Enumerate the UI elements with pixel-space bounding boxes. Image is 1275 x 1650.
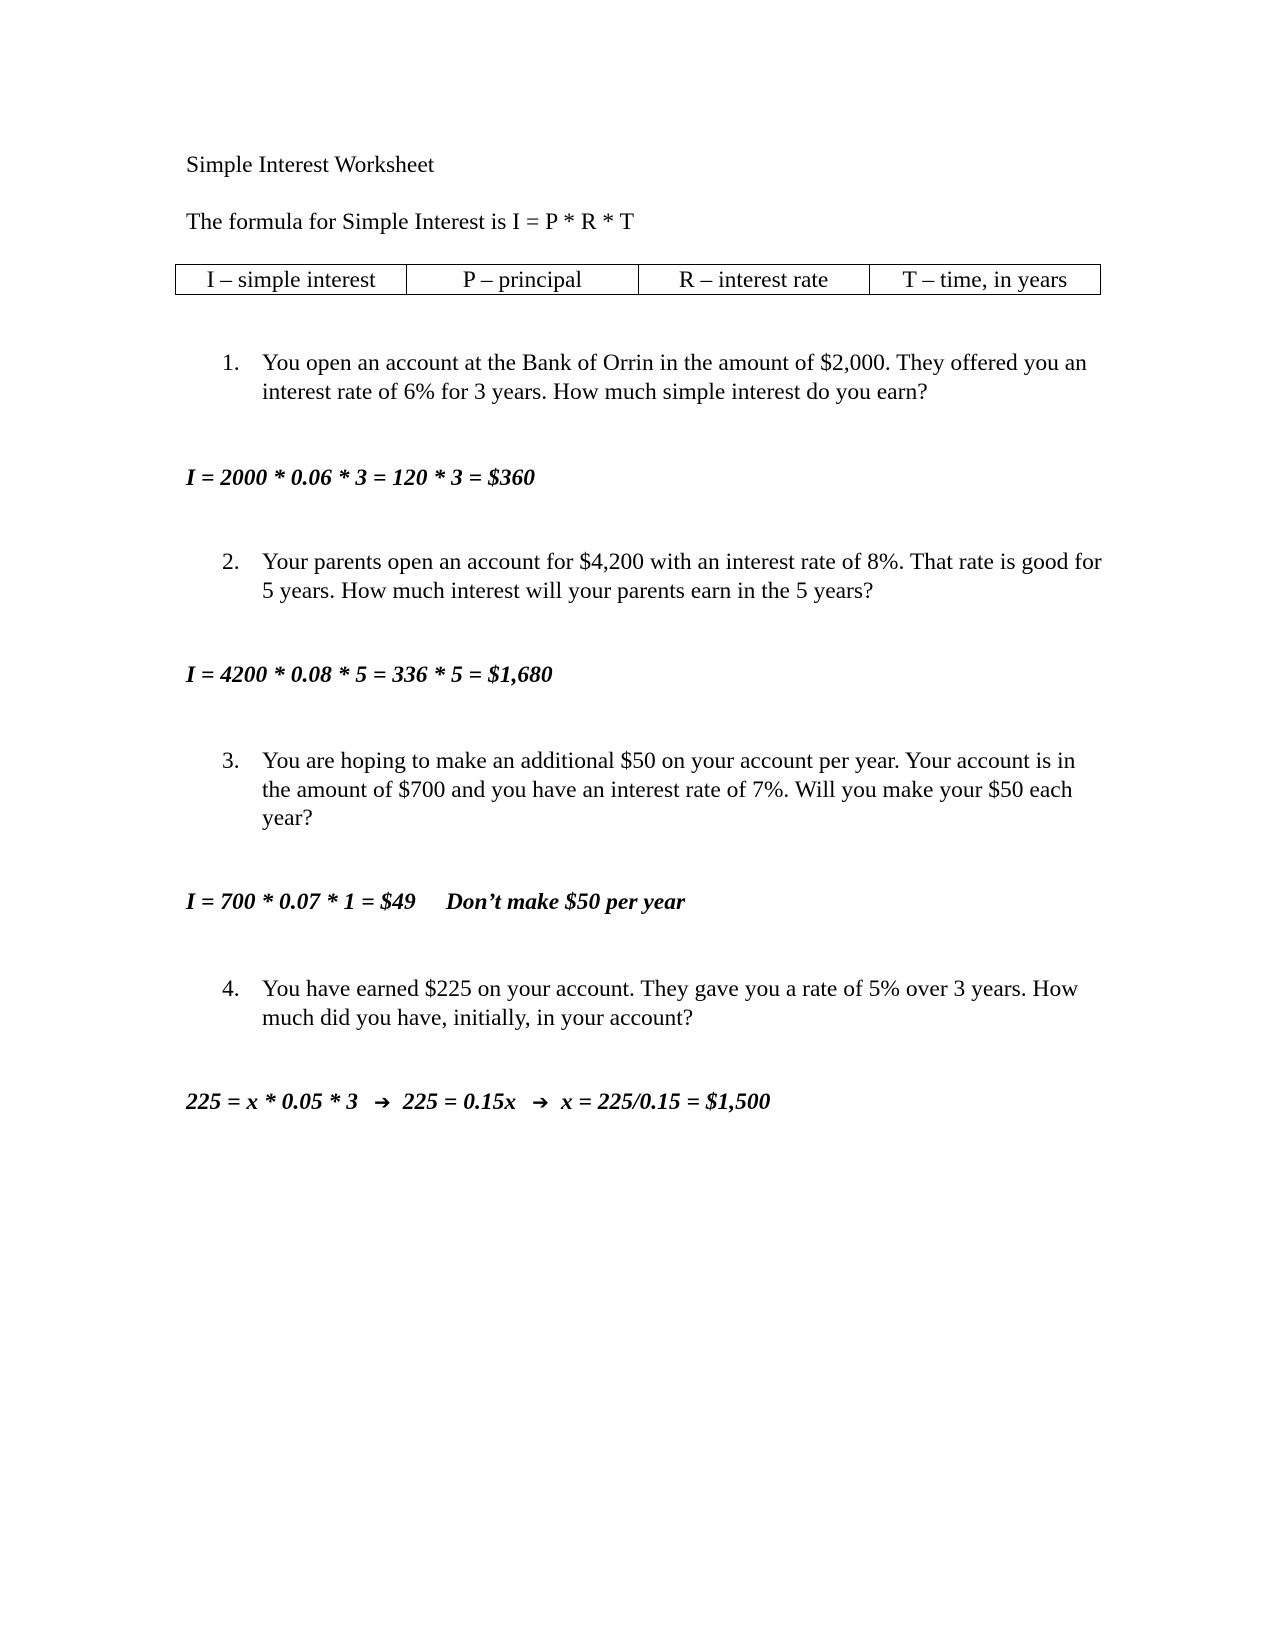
worksheet-title: Simple Interest Worksheet: [186, 152, 435, 178]
question-number: 1.: [222, 350, 240, 376]
table-row: [176, 265, 1101, 295]
answer-note: Don’t make $50 per year: [445, 889, 686, 915]
formula-line: The formula for Simple Interest is I = P * R * T: [186, 209, 634, 235]
question-3: [222, 747, 1087, 833]
definition-cell-r: R – interest rate: [638, 265, 869, 295]
definition-cell-t: T – time, in years: [869, 265, 1100, 295]
question-2: [222, 548, 1102, 605]
question-4: [222, 975, 1122, 1032]
question-text: You are hoping to make an additional $50 on your account per year. Your account is in the amount of $700 and you have an interest rate of 7%. Will you make your $50 each year?: [262, 748, 1076, 831]
question-number: 3.: [222, 748, 240, 774]
question-text: Your parents open an account for $4,200 with an interest rate of 8%. That rate is good for 5 years. How much interest will your parents earn in the 5 years?: [262, 549, 1102, 604]
question-1: [222, 349, 1102, 406]
question-text: You open an account at the Bank of Orrin in the amount of $2,000. They offered you an interest rate of 6% for 3 years. How much simple interest do you earn?: [262, 350, 1087, 405]
answer-step-2: 225 = 0.15x: [402, 1089, 517, 1115]
answer-3: [186, 888, 685, 916]
arrow-right-icon: ➔: [532, 1090, 549, 1114]
question-number: 2.: [222, 549, 240, 575]
definition-cell-i: I – simple interest: [176, 265, 407, 295]
definitions-table: [175, 264, 1101, 295]
question-text: You have earned $225 on your account. They gave you a rate of 5% over 3 years. How much did you have, initially, in your account?: [262, 976, 1079, 1031]
answer-calculation: I = 700 * 0.07 * 1 = $49: [186, 889, 416, 915]
answer-2: I = 4200 * 0.08 * 5 = 336 * 5 = $1,680: [186, 662, 553, 688]
answer-1: I = 2000 * 0.06 * 3 = 120 * 3 = $360: [186, 465, 535, 491]
question-number: 4.: [222, 976, 240, 1002]
arrow-right-icon: ➔: [374, 1090, 391, 1114]
answer-4: [186, 1088, 770, 1116]
definition-cell-p: P – principal: [407, 265, 638, 295]
answer-step-1: 225 = x * 0.05 * 3: [186, 1089, 359, 1115]
answer-step-3: x = 225/0.15 = $1,500: [560, 1089, 771, 1115]
